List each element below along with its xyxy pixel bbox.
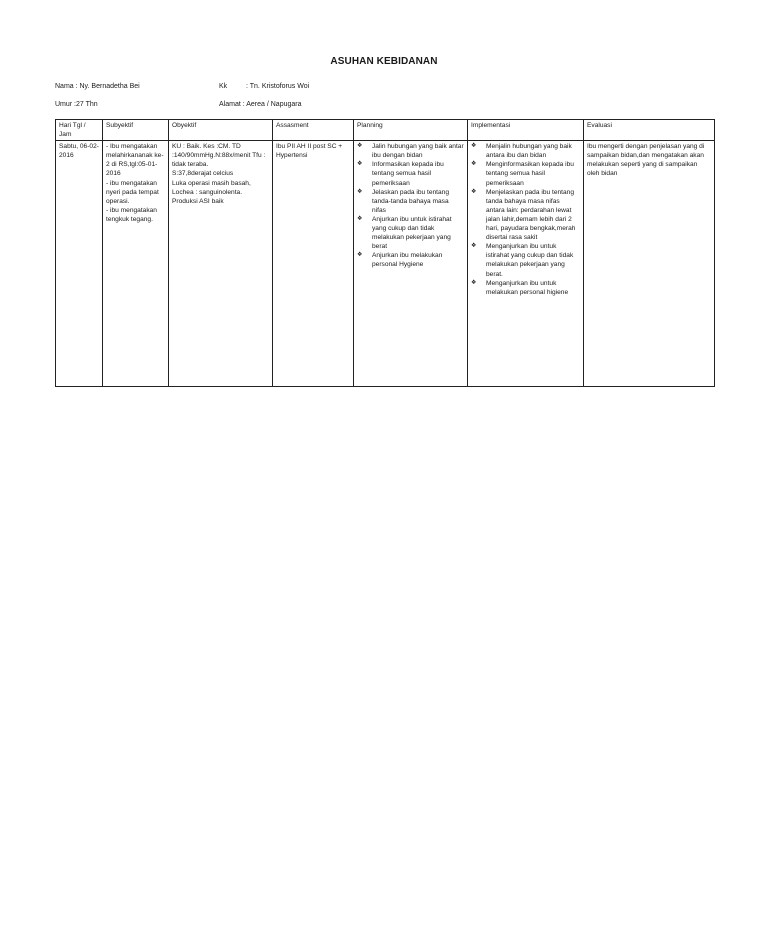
kk-value: : Tn. Kristoforus Woi: [246, 83, 310, 90]
patient-name: Nama : Ny. Bernadetha Bei: [55, 83, 140, 90]
header-implementasi: Implementasi: [468, 120, 584, 141]
planning-item: ❖ Jelaskan pada ibu tentang tanda-tanda bahaya masa nifas: [367, 188, 464, 215]
table-row: [56, 141, 715, 387]
header-subyektif: Subyektif: [103, 120, 169, 141]
cell-obyektif: [169, 141, 273, 387]
planning-item: ❖ Anjurkan ibu melakukan personal Hygiene: [367, 251, 464, 269]
subyektif-line: - ibu mengatakan nyeri pada tempat operasi.: [106, 179, 159, 205]
obyektif-line: S:37,8derajat celcius: [172, 170, 234, 178]
implementasi-item: ❖ Menginformasikan kepada ibu tentang semua hasil pemeriksaan: [481, 160, 580, 187]
cell-hari: Sabtu, 06-02-2016: [56, 141, 103, 387]
patient-address: Alamat : Aerea / Napugara: [219, 101, 302, 108]
cell-assasment: Ibu PII AH II post SC + Hypertensi: [273, 141, 354, 387]
header-hari: Hari Tgl / Jam: [56, 120, 103, 141]
planning-item: ❖ Anjurkan ibu untuk istirahat yang cukup dan tidak melakukan pekerjaan yang berat: [367, 215, 464, 251]
implementasi-item: ❖ Menjelaskan pada ibu tentang tanda bahaya masa nifas antara lain: perdarahan lewat jalan lahir,demam lebih dari 2 hari, payudara bengkak,merah disertai rasa sakit: [481, 188, 580, 243]
planning-item: ❖ Jalin hubungan yang baik antar ibu dengan bidan: [367, 142, 464, 160]
care-table: [55, 119, 715, 387]
cell-planning: [354, 141, 468, 387]
subyektif-line: - Ibu mengatakan melahirkananak ke-2 di RS,tgl:05-01-2016: [106, 143, 164, 178]
implementasi-item: ❖ Menjalin hubungan yang baik antara ibu dan bidan: [481, 142, 580, 160]
header-planning: Planning: [354, 120, 468, 141]
patient-age: Umur :27 Thn: [55, 101, 98, 108]
cell-evaluasi: Ibu mengerti dengan penjelasan yang di sampaikan bidan,dan mengatakan akan melakukan seperti yang di sampaikan oleh bidan: [584, 141, 715, 387]
page-title: ASUHAN KEBIDANAN: [330, 56, 438, 67]
cell-subyektif: [103, 141, 169, 387]
cell-implementasi: [468, 141, 584, 387]
implementasi-item: ❖ Menganjurkan ibu untuk istirahat yang cukup dan tidak melakukan pekerjaan yang berat.: [481, 242, 580, 278]
subyektif-line: - ibu mengatakan tengkuk tegang.: [106, 206, 157, 223]
obyektif-line: KU : Baik. Kes :CM. TD :140/90mmHg.N:88x/menit Tfu : tidak teraba.: [172, 143, 266, 169]
implementasi-item: ❖ Menganjurkan ibu untuk melakukan personal higiene: [481, 279, 580, 297]
kk-label: Kk: [219, 83, 228, 90]
table-header-row: [56, 120, 715, 141]
header-assasment: Assasment: [273, 120, 354, 141]
header-evaluasi: Evaluasi: [584, 120, 715, 141]
obyektif-line: Luka operasi masih basah,: [172, 179, 251, 187]
obyektif-line: Produksi ASI baik: [172, 197, 224, 205]
header-obyektif: Obyektif: [169, 120, 273, 141]
obyektif-line: Lochea : sanguinolenta.: [172, 188, 243, 196]
planning-item: ❖ Informasikan kepada ibu tentang semua hasil pemeriksaan: [367, 160, 464, 187]
